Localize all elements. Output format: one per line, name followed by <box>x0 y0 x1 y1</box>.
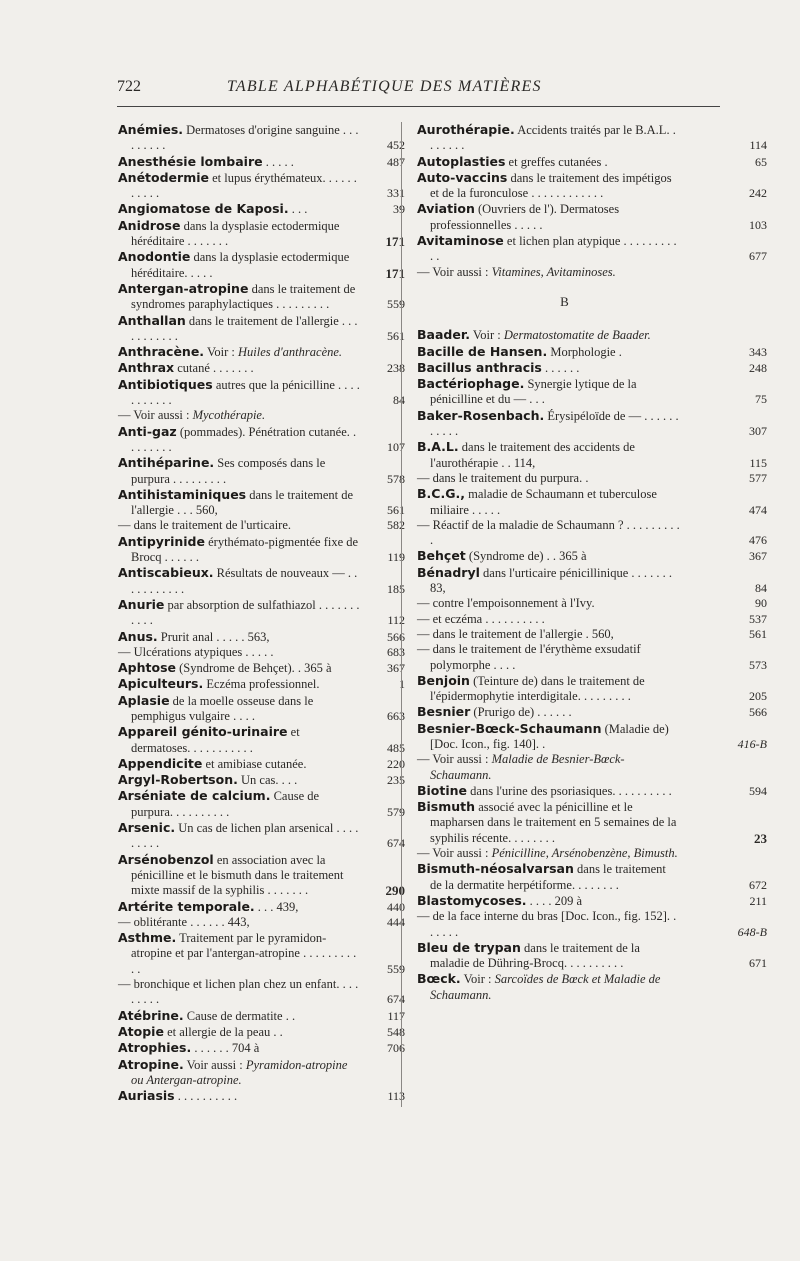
entry-page-ref: 211 <box>749 893 767 908</box>
entry-crossref: Vitamines, Avitaminoses. <box>491 264 616 279</box>
entry-page-ref: 1 <box>399 677 405 692</box>
entry-term: Anus. <box>118 628 158 644</box>
index-entry <box>118 596 405 629</box>
entry-page-ref: 416-B <box>737 736 767 751</box>
entry-text: Eczéma professionnel. <box>206 677 320 692</box>
entry-term: Baader. <box>417 327 470 343</box>
entry-page-ref: 115 <box>749 455 767 470</box>
entry-term: Artérite temporale. <box>118 898 255 914</box>
entry-text: Voir : <box>206 345 235 360</box>
entry-term: Asthme. <box>118 930 177 946</box>
entry-text: Érysipéloïde de — . . . . . . . . . . . <box>430 408 679 439</box>
entry-text: et allergie de la peau . . <box>167 1024 283 1039</box>
entry-text: Morphologie . <box>550 344 622 359</box>
entry-page-ref: 663 <box>387 708 405 723</box>
index-entry <box>417 169 767 202</box>
entry-text: et lupus érythémateux. . . . . . . . . . . <box>131 170 357 201</box>
index-entry <box>417 343 767 360</box>
index-entry <box>118 820 405 852</box>
entry-term: Angiomatose de Kaposi. <box>118 201 289 217</box>
entry-text: et dermatoses. . . . . . . . . . . <box>131 725 300 755</box>
index-entry <box>417 327 722 343</box>
index-entry <box>417 470 767 486</box>
index-entry <box>118 914 405 930</box>
entry-term: Antihéparine. <box>118 455 215 471</box>
entry-crossref: Sarcoïdes de Bœck et Maladie de Schaumann. <box>430 972 661 1002</box>
entry-text: Traitement par le pyramidon-atropine et par l'antergan-atropine . . . . . . . . . . . <box>131 931 357 976</box>
entry-term: Besnier-Bœck-Schaumann <box>417 720 602 736</box>
entry-text: Voir : <box>463 972 492 987</box>
entry-term: Apiculteurs. <box>118 676 204 692</box>
entry-page-ref: 672 <box>749 877 767 892</box>
entry-page-ref: 573 <box>749 657 767 672</box>
entry-page-ref: 117 <box>387 1008 405 1023</box>
index-entry <box>417 201 767 233</box>
entry-term: Aplasie <box>118 692 170 708</box>
entry-page-ref: 113 <box>387 1089 405 1104</box>
entry-text: (Maladie de) [Doc. Icon., fig. 140]. . <box>430 721 669 751</box>
index-entry <box>118 217 405 250</box>
entry-term: Aphtose <box>118 660 177 676</box>
entry-text: associé avec la pénicilline et le mapharsen dans le traitement en 5 semaines de la syphilis récente. . . . . . . . <box>430 800 677 845</box>
entry-page-ref: 235 <box>387 773 405 788</box>
entry-page-ref: 65 <box>755 154 767 169</box>
entry-page-ref: 648-B <box>737 924 767 939</box>
entry-text: (Teinture de) dans le traitement de l'épidermophytie interdigitale. . . . . . . . . <box>430 673 645 704</box>
entry-term: Argyl-Robertson. <box>118 772 238 788</box>
entry-text: — Voir aussi : <box>417 846 489 861</box>
entry-page-ref: 238 <box>387 361 405 376</box>
entry-crossref: Huiles d'anthracène. <box>238 345 343 360</box>
entry-page-ref: 452 <box>387 138 405 153</box>
index-entry <box>118 122 405 154</box>
index-entry <box>118 851 405 899</box>
entry-text: maladie de Schaumann et tuberculose miliaire . . . . . <box>430 487 657 517</box>
entry-page-ref: 474 <box>749 502 767 517</box>
entry-text: . . . <box>291 202 308 217</box>
index-entry <box>417 122 767 154</box>
index-entry <box>417 704 767 720</box>
index-entry <box>417 752 722 783</box>
entry-text: Cause de purpura. . . . . . . . . . <box>131 789 320 819</box>
entry-text: Prurit anal . . . . . 563, <box>160 629 270 644</box>
entry-page-ref: 577 <box>749 470 767 485</box>
entry-text: . . . . . . . . . . <box>177 1089 238 1104</box>
entry-term: Anthrax <box>118 360 175 376</box>
index-entry <box>118 201 405 217</box>
entry-text: Voir : <box>472 328 501 343</box>
index-entry <box>118 644 405 660</box>
index-entry <box>417 909 767 940</box>
entry-term: Anesthésie lombaire <box>118 153 263 169</box>
index-entry <box>118 930 405 977</box>
entry-term: Anétodermie <box>118 169 209 185</box>
entry-page-ref: 84 <box>755 581 767 596</box>
entry-page-ref: 579 <box>387 804 405 819</box>
entry-term: Antibiotiques <box>118 376 213 392</box>
index-entry <box>417 939 767 972</box>
entry-text: et lichen plan atypique . . . . . . . . . . . <box>430 234 677 264</box>
entry-term: Atopie <box>118 1023 164 1039</box>
index-entry <box>417 626 767 642</box>
entry-text: Un cas. . . . <box>241 773 298 788</box>
entry-text: — Voir aussi : <box>417 752 489 767</box>
entry-term: Behçet <box>417 548 466 564</box>
page-number: 722 <box>117 78 141 95</box>
header-rule <box>117 106 720 107</box>
entry-text: dans la dysplasie ectodermique héréditaire. . . . . <box>131 250 350 280</box>
entry-crossref: Dermatostomatite de Baader. <box>503 328 651 343</box>
index-entry <box>417 892 767 909</box>
entry-term: Anthallan <box>118 312 186 328</box>
index-entry <box>118 280 405 313</box>
entry-text: . . . . . . 704 à <box>194 1041 260 1056</box>
column-divider <box>401 122 402 1107</box>
entry-term: Aviation <box>417 201 475 217</box>
entry-page-ref: 674 <box>387 992 405 1007</box>
entry-page-ref: 566 <box>387 629 405 644</box>
index-entry <box>118 1007 405 1024</box>
index-entry <box>417 596 767 611</box>
entry-text: en association avec la pénicilline et le bismuth dans le traitement mixte massif de la syphilis . . . . . . . <box>131 852 344 898</box>
entry-page-ref: 706 <box>387 1041 405 1056</box>
entry-page-ref: 39 <box>393 202 405 217</box>
entry-term: Anidrose <box>118 217 181 233</box>
entry-page-ref: 677 <box>749 249 767 264</box>
index-entry <box>118 660 405 676</box>
entry-page-ref: 290 <box>385 883 405 899</box>
entry-page-ref: 561 <box>387 503 405 518</box>
entry-term: Bismuth-néosalvarsan <box>417 861 574 877</box>
entry-page-ref: 171 <box>385 265 405 281</box>
entry-text: — Voir aussi : <box>417 264 489 279</box>
index-entry <box>118 455 405 487</box>
entry-text: Résultats de nouveaux — . . . . . . . . . . . <box>131 566 358 596</box>
entry-text: — Voir aussi : <box>118 408 190 423</box>
entry-term: Bactériophage. <box>417 376 525 392</box>
entry-term: Arsénobenzol <box>118 851 214 867</box>
entry-page-ref: 367 <box>387 661 405 676</box>
entry-text: dans le traitement de l'allergie . . . 560, <box>131 487 354 518</box>
index-entry <box>118 312 405 345</box>
index-entry <box>417 564 767 597</box>
entry-page-ref: 114 <box>749 138 767 153</box>
index-entry <box>417 861 767 893</box>
entry-term: Atébrine. <box>118 1007 184 1023</box>
index-entry <box>417 376 767 408</box>
entry-term: Blastomycoses. <box>417 892 527 908</box>
entry-text: Dermatoses d'origine sanguine . . . . . . . . . <box>131 123 359 153</box>
entry-page-ref: 683 <box>387 644 405 659</box>
entry-text: . . . . . <box>265 154 294 169</box>
entry-term: Atrophies. <box>118 1040 192 1056</box>
index-entry <box>118 755 405 772</box>
entry-text: (pommades). Pénétration cutanée. . . . . . . . . <box>131 424 357 454</box>
index-entry <box>417 233 767 265</box>
index-entry <box>417 971 722 1003</box>
entry-text: dans le traitement de la dermatite herpétiforme. . . . . . . . <box>430 862 666 892</box>
entry-term: Bismuth <box>417 799 476 815</box>
entry-term: Arsenic. <box>118 820 176 836</box>
entry-text: . . . . 209 à <box>529 893 583 908</box>
index-entry <box>118 169 405 202</box>
entry-page-ref: 671 <box>749 956 767 971</box>
index-entry <box>118 1088 405 1104</box>
section-letter: B <box>560 293 569 309</box>
entry-crossref: Mycothérapie. <box>192 408 266 423</box>
index-entry <box>417 359 767 376</box>
entry-term: Benjoin <box>417 672 470 688</box>
entry-term: Antipyrinide <box>118 533 205 549</box>
entry-page-ref: 90 <box>755 596 767 611</box>
index-entry <box>417 720 767 753</box>
entry-page-ref: 476 <box>749 533 767 548</box>
entry-text: (Syndrome de Behçet). . 365 à <box>179 661 332 676</box>
entry-term: Anti-gaz <box>118 423 177 439</box>
index-entry <box>118 1057 360 1089</box>
index-entry <box>118 518 405 533</box>
entry-text: cutané . . . . . . . <box>177 361 254 376</box>
entry-page-ref: 559 <box>387 961 405 976</box>
entry-page-ref: 548 <box>387 1024 405 1039</box>
page-header <box>117 78 720 100</box>
entry-text: dans le traitement de l'allergie . . . . . . . . . . . <box>131 313 358 343</box>
entry-page-ref: 23 <box>754 830 767 846</box>
entry-text: — dans le traitement de l'érythème exsudatif polymorphe . . . . <box>417 642 641 672</box>
entry-term: B.A.L. <box>417 439 459 455</box>
index-entry <box>417 611 767 627</box>
entry-page-ref: 487 <box>387 154 405 169</box>
index-entry <box>417 486 767 518</box>
entry-text: (Syndrome de) . . 365 à <box>468 549 587 564</box>
entry-term: Anémies. <box>118 122 184 137</box>
entry-crossref: Pénicilline, Arsénobenzène, Bimusth. <box>491 846 678 861</box>
entry-page-ref: 561 <box>387 328 405 343</box>
entry-text: dans le traitement de la maladie de Dühring-Brocq. . . . . . . . . . <box>430 940 640 971</box>
entry-text: dans le traitement de syndromes paraphylactiques . . . . . . . . . <box>131 281 356 312</box>
index-entry <box>417 846 722 861</box>
entry-page-ref: 440 <box>387 899 405 914</box>
entry-term: Auriasis <box>118 1088 175 1104</box>
entry-page-ref: 485 <box>387 740 405 755</box>
entry-page-ref: 582 <box>387 518 405 533</box>
entry-text: — bronchique et lichen plan chez un enfant. . . . . . . . . <box>118 977 359 1007</box>
entry-term: Bœck. <box>417 971 461 987</box>
index-entry <box>118 628 405 645</box>
entry-page-ref: 84 <box>393 393 405 408</box>
entry-text: — contre l'empoisonnement à l'Ivy. <box>417 596 595 611</box>
entry-text: (Prurigo de) . . . . . . <box>473 705 572 720</box>
entry-page-ref: 537 <box>749 611 767 626</box>
entry-page-ref: 75 <box>755 392 767 407</box>
index-entry <box>417 517 767 549</box>
entry-page-ref: 444 <box>387 914 405 929</box>
entry-text: par absorption de sulfathiazol . . . . . . . . . . . <box>131 597 360 628</box>
entry-text: Un cas de lichen plan arsenical . . . . . . . . . <box>131 821 359 851</box>
entry-page-ref: 171 <box>385 234 405 250</box>
index-entry <box>118 788 405 820</box>
index-entry <box>118 376 405 409</box>
index-entry <box>118 360 405 376</box>
entry-text: — dans le traitement du purpura. . <box>417 470 589 485</box>
index-entry <box>118 344 360 360</box>
entry-term: Avitaminose <box>417 233 504 249</box>
index-entry <box>417 439 767 471</box>
entry-term: Besnier <box>417 704 471 720</box>
entry-text: dans la dysplasie ectodermique héréditaire . . . . . . . <box>131 218 340 249</box>
entry-text: érythémato-pigmentée fixe de Brocq . . . . . . <box>131 534 359 565</box>
right-column <box>417 122 767 1003</box>
entry-term: Antihistaminiques <box>118 486 247 502</box>
entry-page-ref: 566 <box>749 705 767 720</box>
entry-text: . . . 439, <box>257 899 299 914</box>
entry-crossref: Pyramidon-atropine ou Antergan-atropine. <box>131 1057 348 1087</box>
index-entry <box>118 249 405 281</box>
entry-text: dans l'urticaire pénicillinique . . . . . . . 83, <box>430 565 673 596</box>
index-entry <box>118 1023 405 1040</box>
page-title: TABLE ALPHABÉTIQUE DES MATIÈRES <box>227 78 542 95</box>
index-entry <box>118 898 405 915</box>
entry-term: Anthracène. <box>118 344 205 360</box>
entry-term: Anodontie <box>118 249 191 265</box>
entry-page-ref: 331 <box>387 186 405 201</box>
entry-text: — Réactif de la maladie de Schaumann ? . . . . . . . . . . <box>417 517 680 548</box>
entry-text: — et eczéma . . . . . . . . . . <box>417 611 545 626</box>
entry-term: Auto-vaccins <box>417 169 508 185</box>
index-entry <box>417 642 767 673</box>
index-entry <box>118 676 405 692</box>
entry-page-ref: 220 <box>387 756 405 771</box>
entry-page-ref: 307 <box>749 424 767 439</box>
entry-text: — Ulcérations atypiques . . . . . <box>118 644 274 659</box>
index-entry <box>417 782 767 799</box>
entry-page-ref: 185 <box>387 581 405 596</box>
entry-term: Biotine <box>417 782 468 798</box>
entry-term: Atropine. <box>118 1056 184 1072</box>
entry-term: Bleu de trypan <box>417 939 521 955</box>
index-entry <box>118 692 405 725</box>
index-entry <box>118 486 405 519</box>
entry-page-ref: 343 <box>749 344 767 359</box>
index-entry <box>417 548 767 564</box>
entry-text: Synergie lytique de la pénicilline et du — . . . <box>430 377 637 407</box>
entry-text: Cause de dermatite . . <box>186 1008 296 1023</box>
index-entry <box>118 565 405 597</box>
entry-term: B.C.G., <box>417 486 465 502</box>
index-entry <box>118 153 405 170</box>
entry-page-ref: 578 <box>387 471 405 486</box>
index-entry <box>118 772 405 788</box>
entry-term: Anurie <box>118 596 165 612</box>
entry-text: dans le traitement des impétigos et de la furonculose . . . . . . . . . . . . <box>430 170 672 201</box>
index-entry <box>417 265 722 280</box>
entry-text: autres que la pénicilline . . . . . . . . . . . <box>131 377 360 408</box>
entry-text: de la moelle osseuse dans le pemphigus vulgaire . . . . <box>131 693 314 723</box>
entry-text: Ses composés dans le purpura . . . . . . . . . <box>131 456 326 486</box>
left-column <box>118 122 405 1104</box>
entry-page-ref: 242 <box>749 186 767 201</box>
entry-term: Baker-Rosenbach. <box>417 407 545 423</box>
entry-page-ref: 103 <box>749 217 767 232</box>
entry-text: et amibiase cutanée. <box>205 756 307 771</box>
entry-text: (Ouvriers de l'). Dermatoses professionnelles . . . . . <box>430 202 620 232</box>
entry-term: Bénadryl <box>417 564 480 580</box>
index-entry <box>417 407 767 440</box>
entry-page-ref: 594 <box>749 783 767 798</box>
entry-page-ref: 107 <box>387 439 405 454</box>
entry-page-ref: 205 <box>749 689 767 704</box>
entry-page-ref: 248 <box>749 360 767 375</box>
entry-term: Antergan-atropine <box>118 280 249 296</box>
entry-page-ref: 561 <box>749 626 767 641</box>
index-entry <box>118 724 405 756</box>
entry-text: . . . . . . <box>545 360 580 375</box>
index-entry <box>417 672 767 705</box>
index-entry <box>417 153 767 170</box>
entry-term: Appareil génito-urinaire <box>118 724 288 740</box>
entry-text: — de la face interne du bras [Doc. Icon., fig. 152]. . . . . . . <box>417 909 677 939</box>
entry-text: — oblitérante . . . . . . 443, <box>118 914 250 929</box>
entry-page-ref: 559 <box>387 297 405 312</box>
entry-page-ref: 119 <box>387 550 405 565</box>
entry-page-ref: 112 <box>387 613 405 628</box>
entry-text: et greffes cutanées . <box>508 154 608 169</box>
entry-term: Aurothérapie. <box>417 122 515 137</box>
entry-page-ref: 674 <box>387 836 405 851</box>
entry-text: dans l'urine des psoriasiques. . . . . . . . . . <box>470 783 672 798</box>
entry-crossref: Maladie de Besnier-Bœck-Schaumann. <box>430 752 625 782</box>
entry-term: Antiscabieux. <box>118 565 214 581</box>
entry-text: — dans le traitement de l'urticaire. <box>118 518 292 533</box>
entry-page-ref: 367 <box>749 549 767 564</box>
entry-text: Voir aussi : <box>186 1057 243 1072</box>
entry-text: — dans le traitement de l'allergie . 560, <box>417 626 614 641</box>
entry-text: dans le traitement des accidents de l'aurothérapie . . 114, <box>430 440 635 470</box>
entry-text: Accidents traités par le B.A.L. . . . . . . . <box>430 123 676 153</box>
index-entry <box>118 1040 405 1056</box>
index-entry <box>118 408 360 423</box>
entry-term: Arséniate de calcium. <box>118 788 271 804</box>
entry-term: Bacille de Hansen. <box>417 343 548 359</box>
entry-term: Bacillus anthracis <box>417 359 542 375</box>
index-entry <box>118 533 405 566</box>
index-entry <box>118 977 405 1008</box>
index-entry <box>417 799 767 846</box>
index-entry <box>118 423 405 456</box>
entry-term: Appendicite <box>118 755 203 771</box>
entry-term: Autoplasties <box>417 153 506 169</box>
